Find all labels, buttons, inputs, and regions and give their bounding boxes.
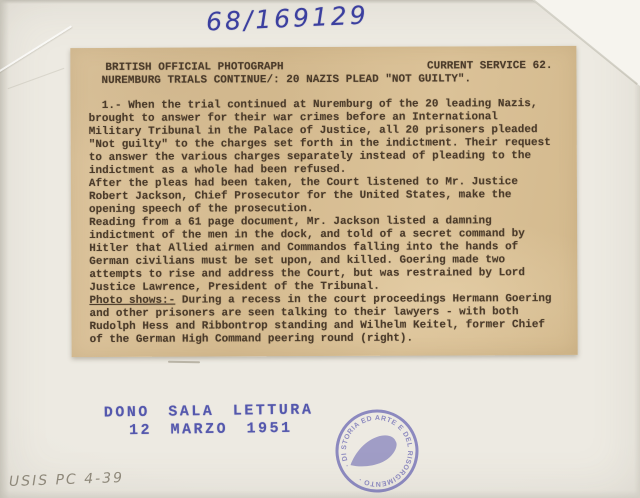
caption-header-title: BRITISH OFFICIAL PHOTOGRAPH	[105, 61, 284, 74]
reading-room-stamp-line2: 12 MARZO 1951	[129, 419, 293, 440]
caption-header-service: CURRENT SERVICE 62.	[426, 60, 553, 73]
reading-room-stamp-line1: DONO SALA LETTURA	[103, 401, 314, 422]
photo-shows-label: Photo shows:-	[89, 294, 176, 308]
paper-crease	[0, 25, 72, 72]
caption-body	[89, 98, 578, 347]
arrowhead-emblem	[345, 430, 402, 476]
pencil-mark	[168, 361, 200, 364]
caption-subtitle: NUREMBURG TRIALS CONTINUE/: 20 NAZIS PLEAD "NOT GUILTY".	[101, 73, 472, 87]
caption-body-text: 1.- When the trial continued at Nuremburg of the 20 leading Nazis, brought to answer for their war crimes before an International Military Tribunal in the Palace of Justice, all 20 prisoners pleaded "Not guilty" to the charges set forth in the indictment. Their request to answer the various charges separately instead of pleading to the indictment as a whole had been refused. After the pleas had been taken, the Court listened to Mr. Justice Robert Jackson, Chief Prosecutor for the United States, make the opening speech of the prosecution. Reading from a 61 page document, Mr. Jackson listed a damning indictment of the men in the dock, and told of a secret command by Hitler that Allied airmen and Commandos falling into the hands of German civilians must be set upon, and killed. Goering made two attempts to rise and address the Court, but was restrained by Lord Justice Lawrence, President of the Tribunal.	[88, 98, 551, 295]
stamp-arc-text: · DI STORIA ED ARTE E DEL RISORGIMENTO ·	[340, 414, 414, 488]
reading-room-stamp	[104, 402, 314, 440]
photo-shows-text: During a recess in the court proceedings Hermann Goering and other prisoners are seen talking to their lawyers - with both Rudolph Hess and Ribbontrop standing and Wilhelm Keitel, former Chief of the German High Command peering round (right).	[89, 293, 552, 347]
paper-crease	[8, 68, 65, 89]
museum-round-stamp	[312, 386, 442, 498]
archive-number-handwriting: 68/169129	[205, 0, 370, 37]
typed-caption-slip	[70, 46, 577, 357]
usis-code-handwriting: USIS PC 4-39	[8, 469, 125, 491]
caption-header-row	[105, 60, 552, 75]
